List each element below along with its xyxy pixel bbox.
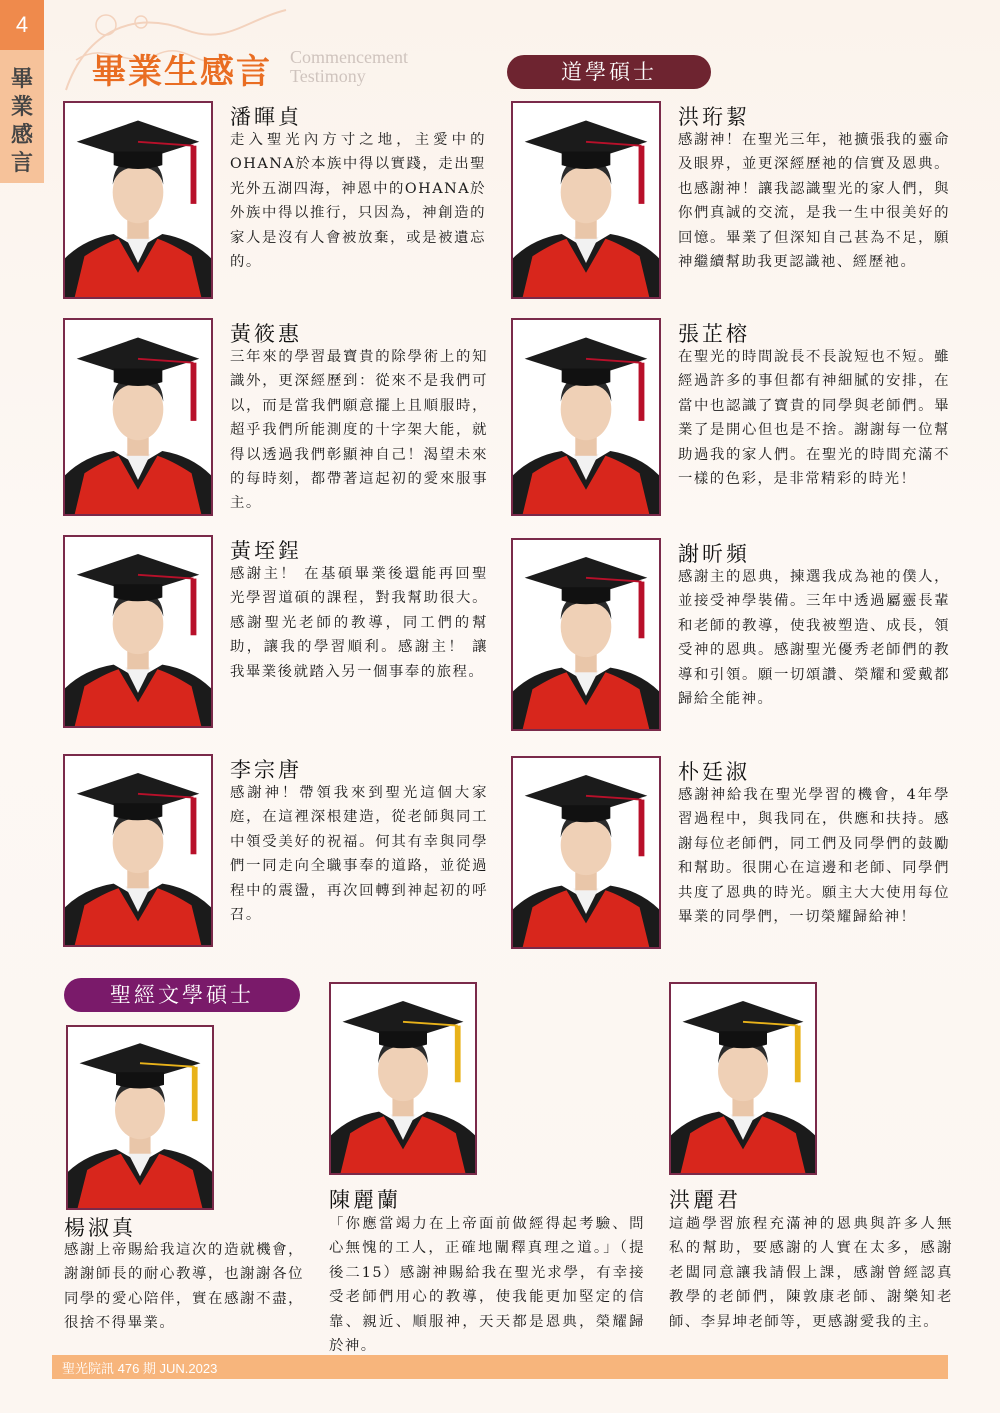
graduate-photo bbox=[63, 754, 213, 947]
side-label-char: 業 bbox=[10, 95, 33, 120]
graduate-name: 楊淑真 bbox=[64, 1216, 136, 1240]
graduate-testimony: 三年來的學習最寶貴的除學術上的知識外，更深經歷到：從來不是我們可以，而是當我們願意擺上且順服時，超乎我們所能測度的十字架大能，就得以透過我們彰顯神自己！渴望未來的每時刻，都帶著這起初的愛來服事主。 bbox=[230, 349, 488, 512]
graduate-photo bbox=[66, 1025, 214, 1210]
page-number: 4 bbox=[0, 0, 44, 50]
graduate-name: 陳麗蘭 bbox=[329, 1188, 401, 1212]
subtitle-line-1: Commencement bbox=[290, 47, 408, 67]
graduate-photo bbox=[669, 982, 817, 1175]
graduate-photo bbox=[63, 101, 213, 299]
graduate-name: 謝昕頻 bbox=[678, 542, 750, 566]
graduate-testimony: 這趟學習旅程充滿神的恩典與許多人無私的幫助，要感謝的人實在太多，感謝老闆同意讓我請假上課，感謝曾經認真教學的老師們，陳敦康老師、謝樂知老師、李昇坤老師等，更感謝愛我的主。 bbox=[669, 1216, 953, 1330]
graduate-photo bbox=[511, 101, 661, 299]
graduate-testimony: 「你應當竭力在上帝面前做經得起考驗、問心無愧的工人，正確地闡釋真理之道。」（提後二15）感謝神賜給我在聖光求學，有幸接受老師們用心的教導，使我能更加堅定的信靠、親近、順服神，天天都是恩典，榮耀歸於神。 bbox=[329, 1216, 645, 1355]
graduate-testimony: 感謝神！帶領我來到聖光這個大家庭，在這裡深根建造，從老師與同工中領受美好的祝福。何其有幸與同學們一同走向全職事奉的道路，並從過程中的震盪，再次回轉到神起初的呼召。 bbox=[230, 785, 488, 924]
portrait-image bbox=[65, 320, 211, 514]
graduate-photo bbox=[63, 318, 213, 516]
graduate-photo bbox=[329, 982, 477, 1175]
side-label-char: 感 bbox=[10, 123, 33, 148]
graduate-name: 張芷榕 bbox=[678, 322, 750, 346]
graduate-name: 潘暉貞 bbox=[230, 105, 302, 129]
portrait-image bbox=[671, 984, 815, 1173]
portrait-image bbox=[513, 540, 659, 729]
graduate-photo bbox=[511, 538, 661, 731]
graduate-name: 李宗唐 bbox=[230, 758, 302, 782]
graduate-photo bbox=[511, 318, 661, 516]
portrait-image bbox=[513, 103, 659, 297]
page-title: 畢業生感言 bbox=[92, 52, 272, 92]
graduate-testimony: 感謝上帝賜給我這次的造就機會，謝謝師長的耐心教導，也謝謝各位同學的愛心陪伴，實在感謝不盡，很捨不得畢業。 bbox=[64, 1242, 304, 1332]
page-subtitle bbox=[290, 48, 408, 86]
graduate-testimony: 感謝神給我在聖光學習的機會，4年學習過程中，與我同在，供應和扶持。感謝每位老師們，同工們及同學們的鼓勵和幫助。很開心在這邊和老師、同學們共度了恩典的時光。願主大大使用每位畢業的同學們，一切榮耀歸給神！ bbox=[678, 787, 950, 926]
graduate-name: 朴廷淑 bbox=[678, 760, 750, 784]
side-label-char: 言 bbox=[10, 151, 33, 176]
subtitle-line-2: Testimony bbox=[290, 66, 366, 86]
portrait-image bbox=[65, 103, 211, 297]
section-heading-mabs: 聖經文學碩士 bbox=[64, 978, 300, 1012]
portrait-image bbox=[68, 1027, 212, 1208]
graduate-photo bbox=[63, 535, 213, 728]
side-label-char: 畢 bbox=[10, 67, 33, 92]
graduate-name: 黃筱惠 bbox=[230, 322, 302, 346]
graduate-name: 黃垤鋥 bbox=[230, 539, 302, 563]
portrait-image bbox=[513, 320, 659, 514]
graduate-name: 洪珩絜 bbox=[678, 105, 750, 129]
graduate-testimony: 感謝主！ 在基碩畢業後還能再回聖光學習道碩的課程，對我幫助很大。感謝聖光老師的教導，同工們的幫助，讓我的學習順利。感謝主！ 讓我畢業後就踏入另一個事奉的旅程。 bbox=[230, 566, 488, 680]
section-heading-mdiv: 道學碩士 bbox=[507, 55, 711, 89]
graduate-photo bbox=[511, 756, 661, 949]
graduate-testimony: 在聖光的時間說長不長說短也不短。雖經過許多的事但都有神細膩的安排，在當中也認識了寶貴的同學與老師們。畢業了是開心但也是不捨。謝謝每一位幫助過我的家人們。在聖光的時間充滿不一樣的色彩，是非常精彩的時光！ bbox=[678, 349, 950, 488]
graduate-name: 洪麗君 bbox=[669, 1188, 741, 1212]
footer-issue-label: 聖光院訊 476 期 JUN.2023 bbox=[62, 1361, 218, 1376]
portrait-image bbox=[513, 758, 659, 947]
graduate-testimony: 感謝主的恩典，揀選我成為祂的僕人，並接受神學裝備。三年中透過屬靈長輩和老師的教導，使我被塑造、成長，領受神的恩典。感謝聖光優秀老師們的教導和引領。願一切頌讚、榮耀和愛戴都歸給全能神。 bbox=[678, 569, 950, 708]
portrait-image bbox=[65, 537, 211, 726]
side-section-label bbox=[0, 66, 44, 178]
graduate-testimony: 感謝神！在聖光三年，祂擴張我的靈命及眼界，並更深經歷祂的信實及恩典。也感謝神！讓我認識聖光的家人們，與你們真誠的交流，是我一生中很美好的回憶。畢業了但深知自己甚為不足，願神繼續幫助我更認識祂、經歷祂。 bbox=[678, 132, 950, 271]
portrait-image bbox=[65, 756, 211, 945]
graduate-testimony: 走入聖光內方寸之地，主愛中的OHANA於本族中得以實踐，走出聖光外五湖四海，神恩中的OHANA於外族中得以推行，只因為，神創造的家人是沒有人會被放棄，或是被遺忘的。 bbox=[230, 132, 486, 271]
portrait-image bbox=[331, 984, 475, 1173]
